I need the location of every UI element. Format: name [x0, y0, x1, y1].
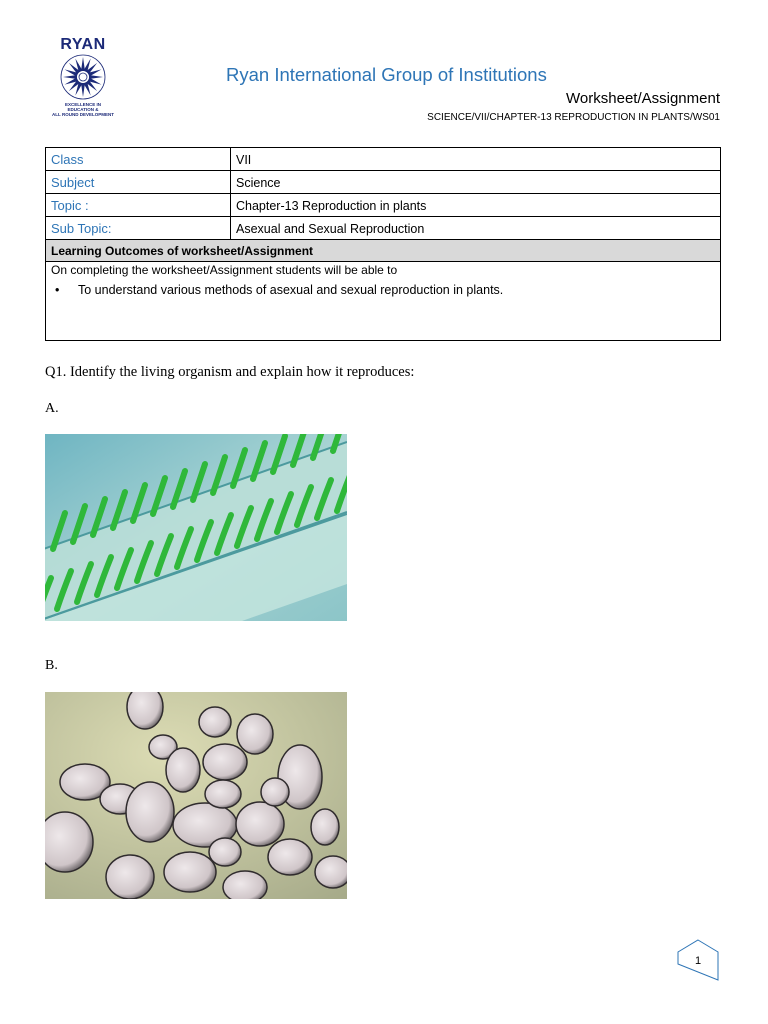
subject-value: Science [231, 171, 721, 194]
yeast-image [45, 692, 347, 899]
class-value: VII [231, 148, 721, 171]
topic-value: Chapter-13 Reproduction in plants [231, 194, 721, 217]
logo-tagline-1: EXCELLENCE IN EDUCATION & [64, 102, 101, 112]
label-a: A. [45, 401, 59, 416]
table-row [46, 217, 721, 240]
subject-label: Subject [46, 171, 231, 194]
logo-tagline-2: ALL ROUND DEVELOPMENT [52, 112, 114, 117]
table-row [46, 194, 721, 217]
topic-label: Topic : [46, 194, 231, 217]
table-row [46, 240, 721, 262]
label-b: B. [45, 658, 58, 673]
logo-text: RYAN [60, 36, 106, 53]
learning-outcomes-cell [46, 262, 721, 341]
table-row [46, 171, 721, 194]
spirogyra-image [45, 434, 347, 621]
ryan-logo [52, 36, 114, 120]
list-item [51, 283, 715, 297]
learning-outcomes-intro: On completing the worksheet/Assignment students will be able to [51, 263, 398, 277]
table-row [46, 262, 721, 341]
document-type: Worksheet/Assignment [566, 90, 720, 107]
worksheet-info-table [45, 147, 721, 341]
logo-sun-icon [52, 53, 114, 101]
page-number: 1 [694, 955, 702, 967]
document-code: SCIENCE/VII/CHAPTER-13 REPRODUCTION IN PLANTS/WS01 [427, 112, 720, 123]
organization-name: Ryan International Group of Institutions [226, 64, 547, 85]
class-label: Class [46, 148, 231, 171]
table-row [46, 148, 721, 171]
subtopic-value: Asexual and Sexual Reproduction [231, 217, 721, 240]
subtopic-label: Sub Topic: [46, 217, 231, 240]
bullet-icon: • [55, 283, 60, 297]
learning-outcomes-heading: Learning Outcomes of worksheet/Assignment [46, 240, 721, 262]
learning-outcome-text: To understand various methods of asexual and sexual reproduction in plants. [78, 283, 504, 297]
question-1: Q1. Identify the living organism and explain how it reproduces: [45, 364, 415, 380]
